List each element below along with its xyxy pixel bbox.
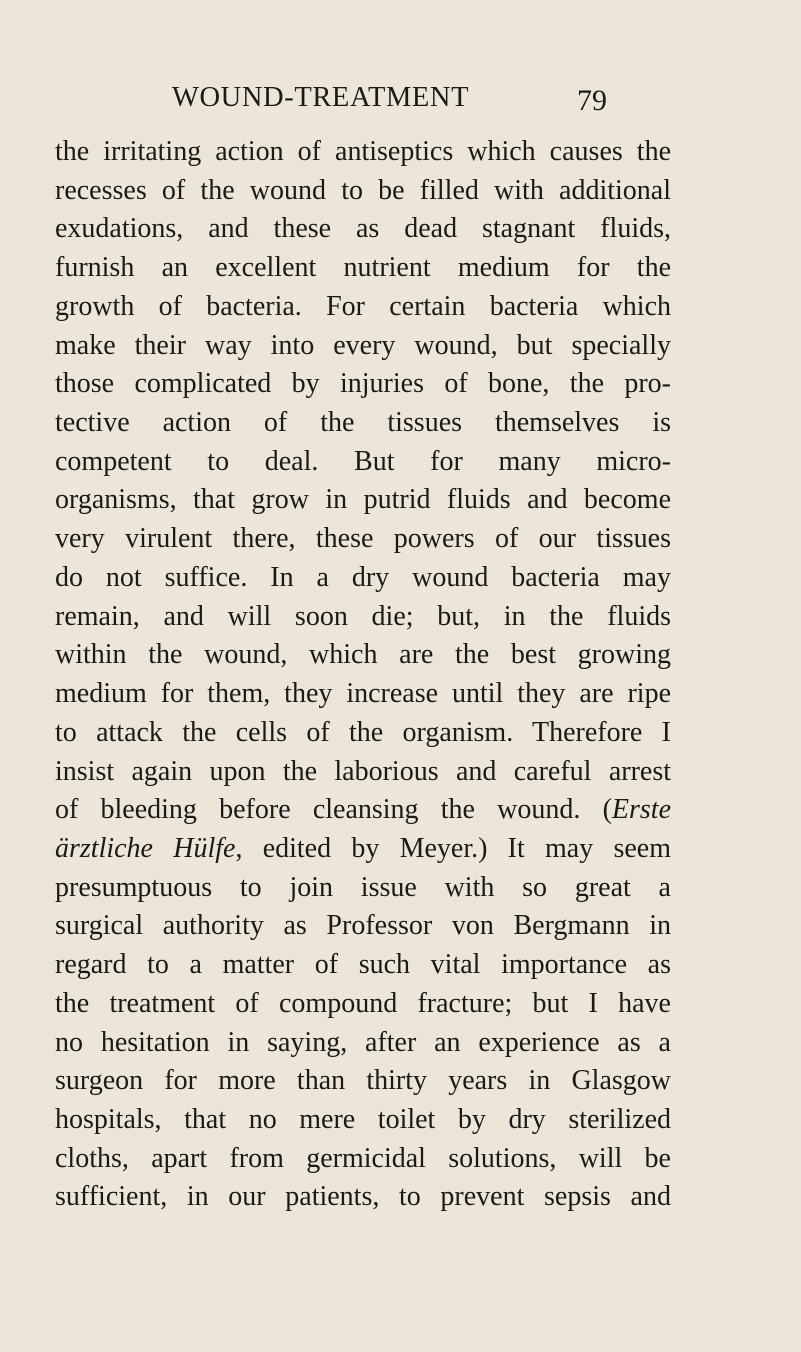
text-line: make their way into every wound, but specially	[55, 329, 671, 361]
text-line: sufficient, in our patients, to prevent sepsis and	[55, 1181, 671, 1213]
text-line: medium for them, they increase until they are ripe	[55, 678, 671, 710]
text-line: no hesitation in saying, after an experience as a	[55, 1026, 671, 1058]
text-line: surgeon for more than thirty years in Glasgow	[55, 1065, 671, 1097]
italic-citation-erste: Erste	[611, 794, 671, 826]
text-line: competent to deal. But for many micro-	[55, 445, 671, 477]
text-line: very virulent there, these powers of our tissues	[55, 523, 671, 555]
text-line: tective action of the tissues themselves is	[55, 407, 671, 439]
text-line: surgical authority as Professor von Bergmann in	[55, 910, 671, 942]
italic-citation-hulfe: Hülfe	[173, 832, 236, 864]
italic-citation-arztliche: ärztliche	[55, 832, 174, 864]
running-head	[0, 82, 801, 122]
text-line: hospitals, that no mere toilet by dry sterilized	[55, 1103, 671, 1135]
text-line: do not suffice. In a dry wound bacteria may	[55, 561, 671, 593]
text-line: the treatment of compound fracture; but I have	[55, 987, 671, 1019]
text-line: within the wound, which are the best growing	[55, 639, 671, 671]
text-line: growth of bacteria. For certain bacteria which	[55, 290, 671, 322]
running-title: WOUND-TREATMENT	[172, 82, 470, 113]
text-line: remain, and will soon die; but, in the fluids	[55, 600, 671, 632]
text-line: regard to a matter of such vital importance as	[55, 949, 671, 981]
text-line-with-citation	[55, 830, 671, 869]
text-line: those complicated by injuries of bone, the pro-	[55, 368, 671, 400]
text-line: furnish an excellent nutrient medium for the	[55, 252, 671, 284]
text-line: organisms, that grow in putrid fluids and become	[55, 484, 671, 516]
body-text	[55, 133, 671, 1217]
text-line: the irritating action of antiseptics which causes the	[55, 136, 671, 167]
text-line-with-citation	[55, 791, 671, 830]
text-segment: of bleeding before cleansing the wound. (	[55, 794, 612, 826]
text-line: recesses of the wound to be filled with additional	[55, 174, 671, 206]
text-line: presumptuous to join issue with so great a	[55, 871, 671, 903]
text-line: cloths, apart from germicidal solutions, will be	[55, 1142, 671, 1174]
text-line: to attack the cells of the organism. Therefore I	[55, 716, 671, 748]
page-number: 79	[577, 84, 607, 117]
text-line: insist again upon the laborious and careful arrest	[55, 755, 671, 787]
text-line: exudations, and these as dead stagnant fluids,	[55, 213, 671, 245]
text-segment: , edited by Meyer.) It may seem	[235, 832, 671, 864]
